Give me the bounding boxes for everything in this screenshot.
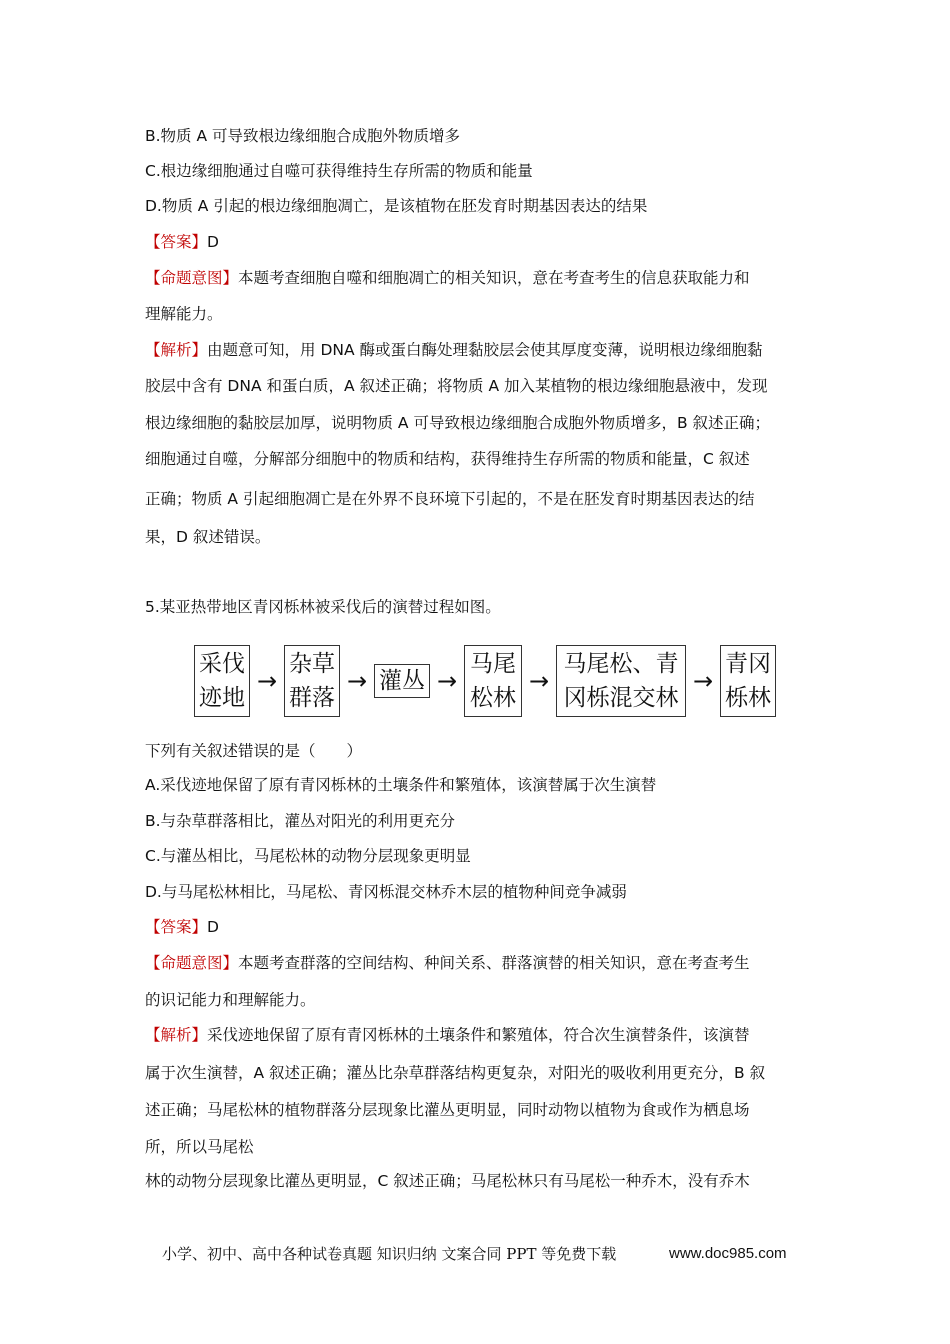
q4-option-d: D.物质 A 引起的根边缘细胞凋亡，是该植物在胚发育时期基因表达的结果	[145, 197, 648, 215]
q5-intent-line-1	[145, 953, 750, 973]
q4-analysis-line-1	[145, 340, 763, 360]
answer-tag: 【答案】	[145, 233, 208, 251]
q5-intent-line-2: 的识记能力和理解能力。	[145, 991, 316, 1009]
q4-option-c: C.根边缘细胞通过自噬可获得维持生存所需的物质和能量	[145, 162, 533, 180]
q4-intent-line-1	[145, 268, 750, 288]
flow-box-clearcut	[194, 645, 250, 717]
q5-answer	[145, 917, 219, 937]
answer-value: D	[207, 918, 219, 936]
flow-box-text: 青冈	[725, 651, 771, 677]
q5-analysis-line-3: 述正确；马尾松林的植物群落分层现象比灌丛更明显，同时动物以植物为食或作为栖息场	[145, 1101, 750, 1119]
intent-text: 本题考查细胞自噬和细胞凋亡的相关知识，意在考查考生的信息获取能力和	[238, 269, 750, 287]
flow-box-text: 杂草	[289, 651, 335, 677]
analysis-tag: 【解析】	[145, 1026, 208, 1044]
footer-url: www.doc985.com	[669, 1245, 787, 1262]
intent-tag: 【命题意图】	[145, 269, 239, 287]
flow-box-text: 冈栎混交林	[563, 685, 679, 711]
flow-arrow: →	[692, 667, 714, 695]
q5-stem: 5.某亚热带地区青冈栎林被采伐后的演替过程如图。	[145, 598, 501, 616]
q5-option-c: C.与灌丛相比，马尾松林的动物分层现象更明显	[145, 847, 471, 865]
analysis-tag: 【解析】	[145, 341, 208, 359]
flow-box-text: 灌丛	[379, 668, 425, 694]
q4-analysis-line-5: 正确；物质 A 引起细胞凋亡是在外界不良环境下引起的，不是在胚发育时期基因表达的结	[145, 490, 755, 508]
q4-option-b: B.物质 A 可导致根边缘细胞合成胞外物质增多	[145, 127, 461, 145]
intent-text: 本题考查群落的空间结构、种间关系、群落演替的相关知识，意在考查考生	[238, 954, 750, 972]
q5-option-b: B.与杂草群落相比，灌丛对阳光的利用更充分	[145, 812, 456, 830]
flow-arrow: →	[436, 667, 458, 695]
q5-analysis-line-5: 林的动物分层现象比灌丛更明显，C 叙述正确；马尾松林只有马尾松一种乔木，没有乔木	[145, 1172, 750, 1190]
flow-arrow: →	[346, 667, 368, 695]
flow-box-text: 采伐	[199, 651, 245, 677]
q4-analysis-line-2: 胶层中含有 DNA 和蛋白质，A 叙述正确；将物质 A 加入某植物的根边缘细胞悬液中，发现	[145, 377, 768, 395]
answer-tag: 【答案】	[145, 918, 208, 936]
q4-analysis-line-4: 细胞通过自噬，分解部分细胞中的物质和结构，获得维持生存所需的物质和能量，C 叙述	[145, 450, 750, 468]
flow-box-text: 马尾松、青	[563, 651, 679, 677]
q4-analysis-line-3: 根边缘细胞的黏胶层加厚，说明物质 A 可导致根边缘细胞合成胞外物质增多，B 叙述正确；	[145, 414, 771, 432]
flow-box-shrub	[374, 664, 430, 698]
flow-box-oak-forest	[720, 645, 776, 717]
q5-analysis-line-2: 属于次生演替，A 叙述正确；灌丛比杂草群落结构更复杂，对阳光的吸收利用更充分，B 叙	[145, 1064, 766, 1082]
q5-option-d: D.与马尾松林相比，马尾松、青冈栎混交林乔木层的植物种间竞争减弱	[145, 883, 627, 901]
q4-intent-line-2: 理解能力。	[145, 305, 223, 323]
q5-option-a: A.采伐迹地保留了原有青冈栎林的土壤条件和繁殖体，该演替属于次生演替	[145, 776, 657, 794]
flow-box-text: 栎林	[725, 685, 771, 711]
flow-box-text: 马尾	[470, 651, 516, 677]
flow-box-mixed-forest	[556, 645, 686, 717]
analysis-text: 由题意可知，用 DNA 酶或蛋白酶处理黏胶层会使其厚度变薄，说明根边缘细胞黏	[207, 341, 763, 359]
footer-text: 小学、初中、高中各种试卷真题 知识归纳 文案合同 PPT 等免费下载	[162, 1245, 617, 1263]
flow-box-text: 群落	[289, 685, 335, 711]
flow-box-masson-pine-forest	[464, 645, 522, 717]
flow-box-weed-community	[284, 645, 340, 717]
intent-tag: 【命题意图】	[145, 954, 239, 972]
q4-analysis-line-6: 果，D 叙述错误。	[145, 528, 271, 546]
flow-arrow: →	[528, 667, 550, 695]
q5-question: 下列有关叙述错误的是（ ）	[145, 742, 363, 760]
q5-analysis-line-1	[145, 1025, 750, 1045]
flow-arrow: →	[256, 667, 278, 695]
flow-box-text: 迹地	[199, 685, 245, 711]
succession-flow-diagram	[194, 644, 776, 718]
answer-value: D	[207, 233, 219, 251]
q5-analysis-line-4: 所，所以马尾松	[145, 1138, 254, 1156]
analysis-text: 采伐迹地保留了原有青冈栎林的土壤条件和繁殖体，符合次生演替条件，该演替	[207, 1026, 750, 1044]
q4-answer	[145, 232, 219, 252]
flow-box-text: 松林	[470, 685, 516, 711]
